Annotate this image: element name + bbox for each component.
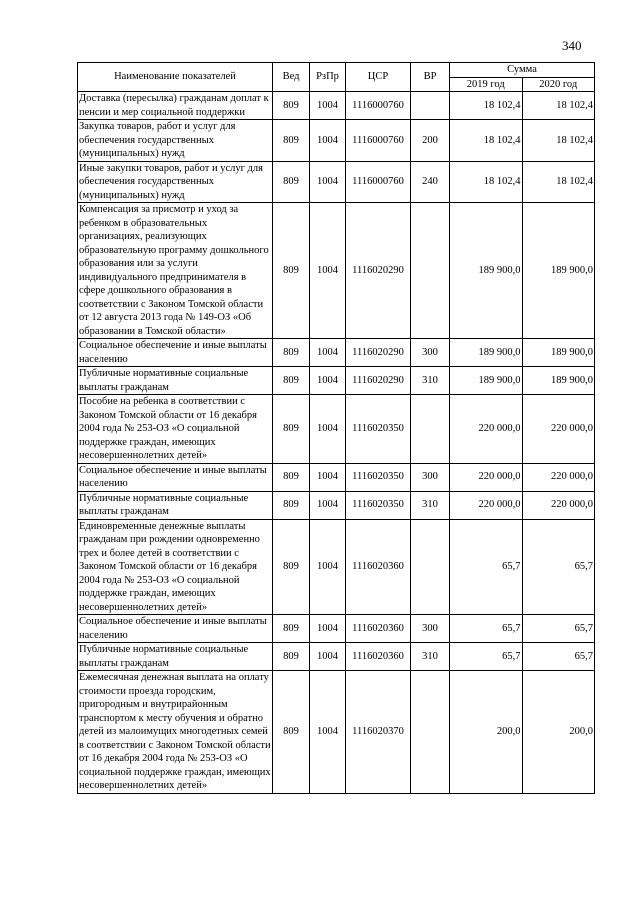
cell-name: Публичные нормативные социальные выплаты гражданам [78, 491, 273, 519]
cell-ved: 809 [273, 671, 310, 794]
cell-rzpr: 1004 [310, 92, 346, 120]
table-row [78, 491, 595, 519]
cell-name: Компенсация за присмотр и уход за ребенком в образовательных организациях, реализующих образовательную программу дошкольного образования или за услуги индивидуального предпринимателя в сфере дошкольного образования в соответствии с Законом Томской области от 12 августа 2013 года № 149-ОЗ «Об образовании в Томской области» [78, 203, 273, 339]
cell-rzpr: 1004 [310, 615, 346, 643]
cell-name: Единовременные денежные выплаты гражданам при рождении одновременно трех и более детей в соответствии с Законом Томской области от 16 декабря 2004 года № 253-ОЗ «О социальной поддержке граждан, имеющих несовершеннолетних детей» [78, 519, 273, 615]
cell-amount-2019: 65,7 [450, 615, 523, 643]
cell-amount-2019: 189 900,0 [450, 367, 523, 395]
table-row [78, 367, 595, 395]
table-row [78, 519, 595, 615]
cell-vr [411, 203, 450, 339]
cell-amount-2020: 65,7 [522, 519, 595, 615]
cell-name: Публичные нормативные социальные выплаты гражданам [78, 367, 273, 395]
cell-name: Социальное обеспечение и иные выплаты населению [78, 463, 273, 491]
cell-amount-2019: 189 900,0 [450, 203, 523, 339]
header-sum: Сумма [450, 63, 595, 78]
cell-ved: 809 [273, 92, 310, 120]
cell-amount-2019: 220 000,0 [450, 491, 523, 519]
cell-csr: 1116000760 [346, 120, 411, 162]
table-body [78, 92, 595, 794]
cell-amount-2020: 200,0 [522, 671, 595, 794]
cell-rzpr: 1004 [310, 491, 346, 519]
cell-vr: 310 [411, 491, 450, 519]
cell-vr [411, 395, 450, 464]
cell-csr: 1116020290 [346, 339, 411, 367]
header-rzpr: РзПр [310, 63, 346, 92]
cell-amount-2019: 18 102,4 [450, 161, 523, 203]
cell-csr: 1116020370 [346, 671, 411, 794]
cell-csr: 1116000760 [346, 92, 411, 120]
cell-amount-2019: 200,0 [450, 671, 523, 794]
cell-name: Социальное обеспечение и иные выплаты населению [78, 615, 273, 643]
cell-name: Социальное обеспечение и иные выплаты населению [78, 339, 273, 367]
header-year-2019: 2019 год [450, 77, 523, 92]
cell-vr: 310 [411, 643, 450, 671]
cell-csr: 1116000760 [346, 161, 411, 203]
cell-amount-2019: 220 000,0 [450, 395, 523, 464]
cell-amount-2019: 220 000,0 [450, 463, 523, 491]
cell-amount-2019: 18 102,4 [450, 92, 523, 120]
cell-rzpr: 1004 [310, 643, 346, 671]
cell-name: Публичные нормативные социальные выплаты гражданам [78, 643, 273, 671]
table-row [78, 615, 595, 643]
header-vr: ВР [411, 63, 450, 92]
cell-amount-2020: 18 102,4 [522, 120, 595, 162]
cell-ved: 809 [273, 161, 310, 203]
cell-csr: 1116020360 [346, 615, 411, 643]
table-row [78, 161, 595, 203]
cell-ved: 809 [273, 643, 310, 671]
cell-rzpr: 1004 [310, 367, 346, 395]
cell-vr: 300 [411, 339, 450, 367]
cell-amount-2020: 220 000,0 [522, 491, 595, 519]
cell-name: Ежемесячная денежная выплата на оплату стоимости проезда городским, пригородным и внутрирайонным транспортом к месту обучения и обратно детей из малоимущих многодетных семей в соответствии с Законом Томской области от 16 декабря 2004 года № 253-ОЗ «О социальной поддержке граждан, имеющих несовершеннолетних детей» [79, 672, 271, 791]
cell-csr: 1116020350 [346, 463, 411, 491]
cell-vr [411, 519, 450, 615]
cell-ved: 809 [273, 339, 310, 367]
table-row [78, 395, 595, 464]
cell-vr: 310 [411, 367, 450, 395]
cell-vr: 200 [411, 120, 450, 162]
cell-ved: 809 [273, 463, 310, 491]
cell-rzpr: 1004 [310, 671, 346, 794]
header-row-top [78, 63, 595, 78]
cell-csr: 1116020360 [346, 519, 411, 615]
cell-amount-2020: 65,7 [522, 615, 595, 643]
cell-amount-2019: 189 900,0 [450, 339, 523, 367]
cell-amount-2019: 65,7 [450, 519, 523, 615]
cell-ved: 809 [273, 395, 310, 464]
cell-ved: 809 [273, 519, 310, 615]
cell-ved: 809 [273, 120, 310, 162]
header-csr: ЦСР [346, 63, 411, 92]
cell-ved: 809 [273, 203, 310, 339]
table-row [78, 203, 595, 339]
cell-rzpr: 1004 [310, 203, 346, 339]
page-number: 340 [562, 38, 582, 53]
cell-csr: 1116020350 [346, 491, 411, 519]
cell-csr: 1116020360 [346, 643, 411, 671]
table-row [78, 671, 595, 794]
table-row [78, 463, 595, 491]
table-header [78, 63, 595, 92]
cell-amount-2020: 189 900,0 [522, 339, 595, 367]
cell-name: Закупка товаров, работ и услуг для обеспечения государственных (муниципальных) нужд [78, 120, 273, 162]
cell-csr: 1116020290 [346, 203, 411, 339]
cell-vr [411, 671, 450, 794]
cell-amount-2020: 189 900,0 [522, 203, 595, 339]
cell-amount-2019: 65,7 [450, 643, 523, 671]
cell-vr: 240 [411, 161, 450, 203]
header-name: Наименование показателей [78, 63, 273, 92]
cell-ved: 809 [273, 367, 310, 395]
cell-vr: 300 [411, 463, 450, 491]
cell-amount-2020: 18 102,4 [522, 161, 595, 203]
cell-rzpr: 1004 [310, 339, 346, 367]
cell-name: Иные закупки товаров, работ и услуг для обеспечения государственных (муниципальных) нужд [78, 161, 273, 203]
cell-vr [411, 92, 450, 120]
cell-ved: 809 [273, 491, 310, 519]
cell-name: Пособие на ребенка в соответствии с Законом Томской области от 16 декабря 2004 года № 253-ОЗ «О социальной поддержке граждан, имеющих несовершеннолетних детей» [78, 395, 273, 464]
cell-amount-2020: 189 900,0 [522, 367, 595, 395]
cell-rzpr: 1004 [310, 120, 346, 162]
cell-ved: 809 [273, 615, 310, 643]
cell-rzpr: 1004 [310, 519, 346, 615]
cell-amount-2019: 18 102,4 [450, 120, 523, 162]
cell-rzpr: 1004 [310, 463, 346, 491]
budget-table [77, 62, 595, 794]
cell-csr: 1116020290 [346, 367, 411, 395]
table-row [78, 643, 595, 671]
table-row [78, 339, 595, 367]
table-row [78, 92, 595, 120]
cell-csr: 1116020350 [346, 395, 411, 464]
cell-rzpr: 1004 [310, 395, 346, 464]
cell-rzpr: 1004 [310, 161, 346, 203]
table-row [78, 120, 595, 162]
cell-amount-2020: 18 102,4 [522, 92, 595, 120]
header-ved: Вед [273, 63, 310, 92]
header-year-2020: 2020 год [522, 77, 595, 92]
cell-name: Доставка (пересылка) гражданам доплат к пенсии и мер социальной поддержки [78, 92, 273, 120]
cell-amount-2020: 220 000,0 [522, 395, 595, 464]
cell-amount-2020: 65,7 [522, 643, 595, 671]
cell-amount-2020: 220 000,0 [522, 463, 595, 491]
cell-vr: 300 [411, 615, 450, 643]
